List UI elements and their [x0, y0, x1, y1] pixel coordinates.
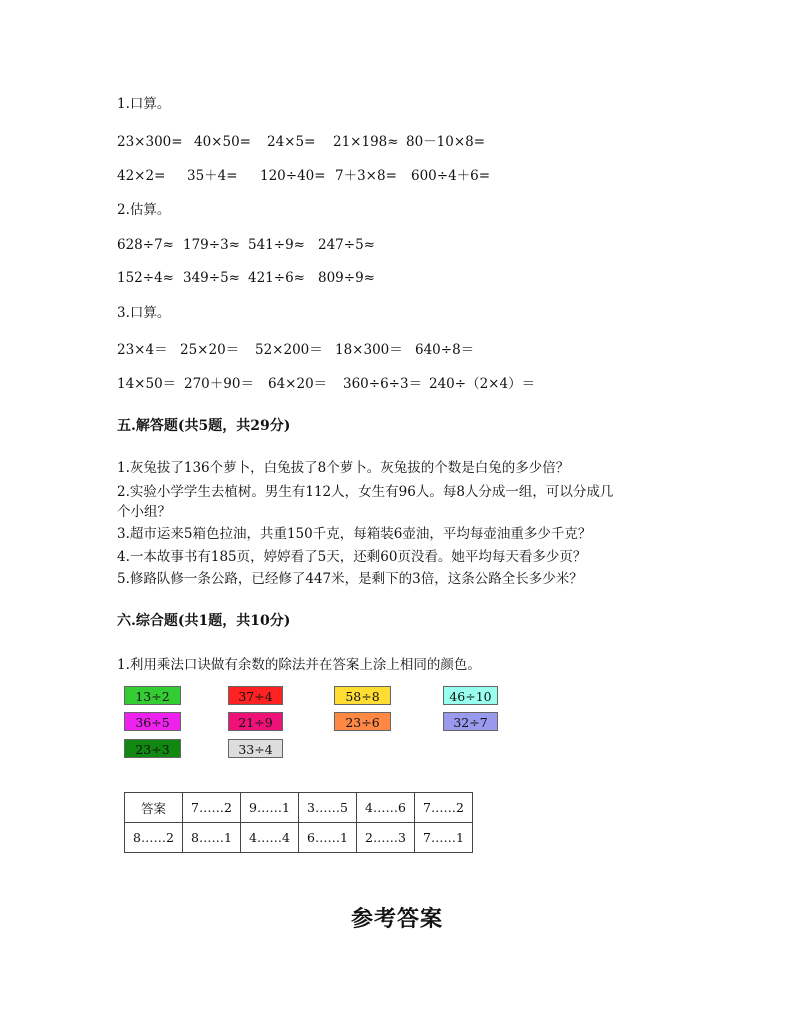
- problem: 270＋90＝: [184, 376, 254, 392]
- problem: 80－10×8=: [406, 134, 486, 150]
- question-5: 5.修路队修一条公路，已经修了447米，是剩下的3倍，这条公路全长多少米？: [117, 571, 583, 587]
- table-row: [125, 823, 473, 853]
- answer-cell[interactable]: 7……1: [415, 823, 473, 853]
- problem: 541÷9≈: [248, 237, 305, 253]
- reference-answers-title: 参考答案: [350, 906, 443, 932]
- answer-cell[interactable]: 3……5: [299, 793, 357, 823]
- problem: 24×5=: [267, 134, 316, 150]
- color-box[interactable]: 37÷4: [228, 686, 283, 705]
- answer-cell[interactable]: 8……1: [183, 823, 241, 853]
- problem: 179÷3≈: [183, 237, 240, 253]
- problem: 52×200＝: [255, 342, 323, 358]
- problem: 21×198≈: [333, 134, 399, 150]
- part5-heading: 五.解答题(共5题，共29分): [117, 418, 291, 434]
- color-box[interactable]: 23÷3: [124, 739, 181, 758]
- problem: 23×4＝: [117, 342, 168, 358]
- problem: 35＋4=: [187, 168, 238, 184]
- problem: 628÷7≈: [117, 237, 174, 253]
- color-box[interactable]: 32÷7: [443, 712, 498, 731]
- problem: 152÷4≈: [117, 270, 174, 286]
- answer-cell[interactable]: 6……1: [299, 823, 357, 853]
- answer-table: [124, 792, 473, 853]
- problem: 120÷40=: [260, 168, 326, 184]
- answer-cell[interactable]: 4……4: [241, 823, 299, 853]
- question-4: 4.一本故事书有185页，婷婷看了5天，还剩60页没看。她平均每天看多少页？: [117, 549, 587, 565]
- question-3: 3.超市运来5箱色拉油，共重150千克，每箱装6壶油，平均每壶油重多少千克？: [117, 526, 592, 542]
- section3-title: 3.口算。: [117, 305, 171, 321]
- problem: 40×50=: [194, 134, 251, 150]
- problem: 600÷4＋6=: [411, 168, 491, 184]
- section2-title: 2.估算。: [117, 202, 171, 218]
- color-box[interactable]: 13÷2: [124, 686, 181, 705]
- problem: 640÷8＝: [415, 342, 475, 358]
- color-box[interactable]: 46÷10: [443, 686, 498, 705]
- answer-cell[interactable]: 9……1: [241, 793, 299, 823]
- part6-heading: 六.综合题(共1题，共10分): [117, 613, 291, 629]
- problem: 349÷5≈: [183, 270, 240, 286]
- color-box[interactable]: 23÷6: [334, 712, 391, 731]
- problem: 23×300=: [117, 134, 183, 150]
- section1-title: 1.口算。: [117, 96, 171, 112]
- table-row: [125, 793, 473, 823]
- color-box[interactable]: 33÷4: [228, 739, 283, 758]
- problem: 240÷（2×4）＝: [429, 376, 536, 392]
- answer-cell[interactable]: 2……3: [357, 823, 415, 853]
- color-box[interactable]: 21÷9: [228, 712, 283, 731]
- problem: 18×300＝: [335, 342, 403, 358]
- problem: 360÷6÷3＝: [343, 376, 423, 392]
- answer-cell[interactable]: 7……2: [183, 793, 241, 823]
- answer-cell[interactable]: 7……2: [415, 793, 473, 823]
- problem: 7＋3×8=: [335, 168, 397, 184]
- question-2: 2.实验小学学生去植树。男生有112人，女生有96人。每8人分成一组，可以分成几: [117, 484, 614, 500]
- color-box[interactable]: 36÷5: [124, 712, 181, 731]
- problem: 247÷5≈: [318, 237, 375, 253]
- color-box[interactable]: 58÷8: [334, 686, 391, 705]
- question-2-cont: 个小组？: [117, 504, 171, 520]
- problem: 64×20＝: [268, 376, 328, 392]
- problem: 42×2=: [117, 168, 166, 184]
- problem: 14×50＝: [117, 376, 177, 392]
- part6-question: 1.利用乘法口诀做有余数的除法并在答案上涂上相同的颜色。: [117, 657, 481, 673]
- answer-cell[interactable]: 4……6: [357, 793, 415, 823]
- problem: 809÷9≈: [318, 270, 375, 286]
- question-1: 1.灰兔拔了136个萝卜，白兔拔了8个萝卜。灰兔拔的个数是白兔的多少倍？: [117, 460, 570, 476]
- table-header-cell: 答案: [125, 793, 183, 823]
- answer-cell[interactable]: 8……2: [125, 823, 183, 853]
- problem: 421÷6≈: [248, 270, 305, 286]
- problem: 25×20＝: [180, 342, 240, 358]
